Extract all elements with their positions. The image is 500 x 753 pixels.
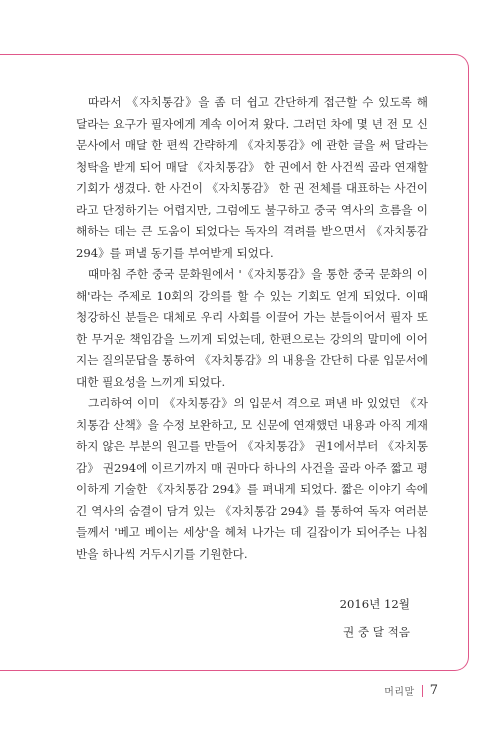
page-footer xyxy=(384,683,438,698)
paragraph-2: 때마침 주한 중국 문화원에서 '《자치통감》을 통한 중국 문화의 이해'라는 주제로 10회의 강의를 할 수 있는 기회도 얻게 되었다. 이때 청강하신 분들은 대체로 우리 사회를 이끌어 가는 분들이어서 필자 또한 무거운 책임감을 느끼게 되었는데, 한편으로는 강의의 말미에 이어지는 질의문답을 통하여 《자치통감》의 내용을 간단히 다룬 입문서에 대한 필요성을 느끼게 되었다. xyxy=(76,267,428,389)
paragraph-3: 그리하여 이미 《자치통감》의 입문서 격으로 펴낸 바 있었던 《자치통감 산책》을 수정 보완하고, 모 신문에 연재했던 내용과 아직 게재하지 않은 부분의 원고를 만들어 《자치통감》 권1에서부터 《자치통감》 권294에 이르기까지 매 권마다 하나의 사건을 골라 아주 짧고 평이하게 기술한 《자치통감 294》를 펴내게 되었다. 짧은 이야기 속에 긴 역사의 숨결이 담겨 있는 《자치통감 294》를 통하여 독자 여러분들께서 '베고 베이는 세상'을 헤쳐 나가는 데 길잡이가 되어주는 나침반을 하나씩 거두시기를 기원한다. xyxy=(76,396,428,561)
footer-divider xyxy=(422,685,423,697)
signature-date: 2016년 12월 xyxy=(339,597,410,611)
paragraph-1: 따라서 《자치통감》을 좀 더 쉽고 간단하게 접근할 수 있도록 해 달라는 요구가 필자에게 계속 이어져 왔다. 그러던 차에 몇 년 전 모 신문사에서 매달 한 편씩 간략하게 《자치통감》에 관한 글을 써 달라는 청탁을 받게 되어 매달 《자치통감》 한 권에서 한 사건씩 골라 연재할 기회가 생겼다. 한 사건이 《자치통감》 한 권 전체를 대표하는 사건이라고 단정하기는 어렵지만, 그럼에도 불구하고 중국 역사의 흐름을 이해하는 데는 큰 도움이 되었다는 독자의 격려를 받으면서 《자치통감 294》를 펴낼 동기를 부여받게 되었다. xyxy=(76,95,428,260)
preface-body xyxy=(76,92,428,565)
signature-author: 권 중 달 적음 xyxy=(342,625,410,639)
section-label: 머리말 xyxy=(384,687,415,698)
page-number: 7 xyxy=(429,683,438,698)
